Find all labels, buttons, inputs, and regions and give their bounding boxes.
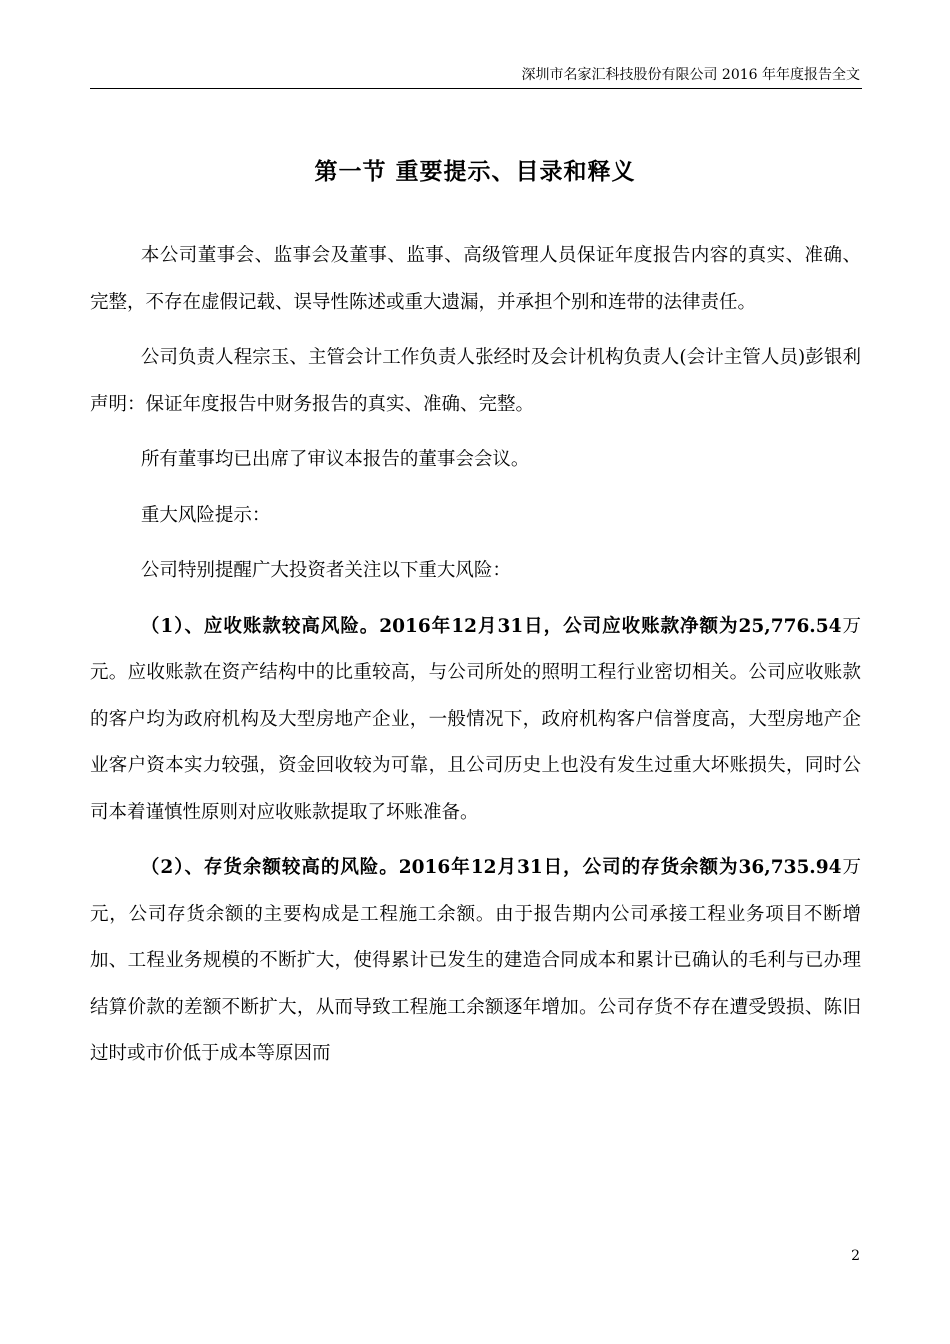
paragraph-board-statement: 本公司董事会、监事会及董事、监事、高级管理人员保证年度报告内容的真实、准确、完整，不存在虚假记载、误导性陈述或重大遗漏，并承担个别和连带的法律责任。 <box>90 245 861 313</box>
risk-inventory-text: 万元，公司存货余额的主要构成是工程施工余额。由于报告期内公司承接工程业务项目不断增加、工程业务规模的不断扩大，使得累计已发生的建造合同成本和累计已确认的毛利与已办理结算价款的差额不断扩大，从而导致工程施工余额逐年增加。公司存货不存在遭受毁损、陈旧过时或市价低于成本等原因而 <box>90 857 861 1064</box>
document-body <box>90 233 861 1078</box>
page-number: 2 <box>851 1248 860 1264</box>
header-rule <box>90 88 862 89</box>
paragraph-risk-intro: 公司特别提醒广大投资者关注以下重大风险： <box>140 560 511 581</box>
running-header: 深圳市名家汇科技股份有限公司 2016 年年度报告全文 <box>521 67 860 83</box>
paragraph-risk-heading: 重大风险提示： <box>140 504 271 526</box>
section-title: 第一节 重要提示、目录和释义 <box>314 158 636 185</box>
risk-receivables-heading: （1）、应收账款较高风险。2016年12月31日，公司应收账款净额为25,776.54 <box>140 615 842 637</box>
risk-inventory-heading: （2）、存货余额较高的风险。2016年12月31日，公司的存货余额为36,735.94 <box>140 857 842 878</box>
risk-receivables-text: 万元。应收账款在资产结构中的比重较高，与公司所处的照明工程行业密切相关。公司应收账款的客户均为政府机构及大型房地产企业，一般情况下，政府机构客户信誉度高，大型房地产企业客户资本实力较强，资金回收较为可靠，且公司历史上也没有发生过重大坏账损失，同时公司本着谨慎性原则对应收账款提取了坏账准备。 <box>90 615 861 823</box>
paragraph-risk-inventory <box>90 845 861 1078</box>
paragraph-attendance: 所有董事均已出席了审议本报告的董事会会议。 <box>140 449 530 470</box>
paragraph-risk-receivables <box>90 604 861 837</box>
paragraph-responsible-persons: 公司负责人程宗玉、主管会计工作负责人张经时及会计机构负责人(会计主管人员)彭银利声明：保证年度报告中财务报告的真实、准确、完整。 <box>90 347 861 415</box>
